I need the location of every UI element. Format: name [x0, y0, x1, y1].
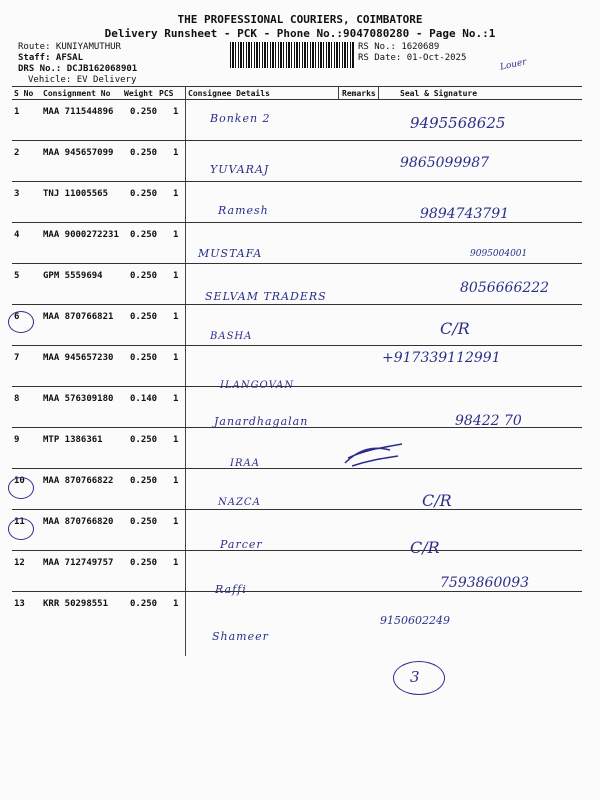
row-signature: +917339112991 — [382, 350, 501, 366]
row-consignee: NAZCA — [218, 497, 261, 508]
row-consignee: Bonken 2 — [210, 112, 271, 125]
row-consignment: MAA 576309180 — [43, 394, 114, 404]
row-pcs: 1 — [173, 148, 179, 158]
row-weight: 0.250 — [130, 148, 158, 158]
row-weight: 0.250 — [130, 353, 158, 363]
route-label: Route: KUNIYAMUTHUR — [18, 42, 121, 52]
row-consignment: MAA 945657230 — [43, 353, 114, 363]
row-weight: 0.250 — [130, 599, 158, 609]
rs-date: RS Date: 01-Oct-2025 — [358, 53, 467, 63]
table-row — [0, 100, 600, 140]
column-divider — [378, 86, 379, 100]
row-consignee: Ramesh — [218, 204, 269, 217]
row-sno: 3 — [14, 189, 20, 199]
row-consignee: BASHA — [210, 331, 253, 342]
row-weight: 0.250 — [130, 517, 158, 527]
table-row — [0, 510, 600, 557]
col-header-signature: Seal & Signature — [400, 89, 478, 98]
row-consignment: GPM 5559694 — [43, 271, 103, 281]
row-sno: 8 — [14, 394, 20, 404]
row-signature: 8056666222 — [460, 280, 550, 296]
row-consignment: MAA 870766820 — [43, 517, 114, 527]
table-row — [0, 469, 600, 509]
row-sno: 7 — [14, 353, 20, 363]
row-pcs: 1 — [173, 599, 179, 609]
row-sno: 5 — [14, 271, 20, 281]
row-pcs: 1 — [173, 189, 179, 199]
table-row — [0, 264, 600, 304]
runsheet-subtitle: Delivery Runsheet - PCK - Phone No.:9047080280 - Page No.:1 — [104, 27, 496, 40]
table-row — [0, 141, 600, 181]
table-row — [0, 387, 600, 427]
row-sno: 10 — [14, 476, 25, 486]
row-consignment: MTP 1386361 — [43, 435, 103, 445]
row-signature: C/R — [440, 319, 470, 338]
row-pcs: 1 — [173, 517, 179, 527]
circle-mark — [8, 311, 34, 333]
row-consignment: MAA 870766822 — [43, 476, 114, 486]
circle-mark — [8, 477, 34, 499]
row-signature: 9894743791 — [420, 206, 510, 222]
rs-number: RS No.: 1620689 — [358, 42, 440, 52]
col-header-pcs: PCS — [159, 89, 174, 98]
row-weight: 0.250 — [130, 230, 158, 240]
row-sno: 2 — [14, 148, 20, 158]
row-weight: 0.250 — [130, 189, 158, 199]
col-header-sno: S No — [14, 89, 34, 98]
row-weight: 0.250 — [130, 312, 158, 322]
staff-label: Staff: AFSAL — [18, 53, 84, 63]
row-consignment: KRR 50298551 — [43, 599, 109, 609]
header-top-rule — [12, 86, 582, 87]
row-pcs: 1 — [173, 107, 179, 117]
row-consignment: MAA 945657099 — [43, 148, 114, 158]
row-weight: 0.140 — [130, 394, 158, 404]
circled-count: 3 — [410, 668, 420, 686]
circle-mark — [8, 518, 34, 540]
table-row — [0, 346, 600, 391]
row-signature: 98422 70 — [455, 413, 522, 429]
row-consignee: SELVAM TRADERS — [205, 290, 327, 303]
row-signature: C/R — [422, 491, 452, 510]
signature-scribble — [340, 438, 410, 468]
row-consignee: Raffi — [215, 583, 247, 596]
row-consignment: MAA 870766821 — [43, 312, 114, 322]
row-sno: 13 — [14, 599, 25, 609]
row-signature: C/R — [410, 538, 440, 557]
row-sno: 9 — [14, 435, 20, 445]
row-weight: 0.250 — [130, 435, 158, 445]
row-pcs: 1 — [173, 230, 179, 240]
row-consignment: TNJ 11005565 — [43, 189, 109, 199]
row-sno: 11 — [14, 517, 25, 527]
row-pcs: 1 — [173, 353, 179, 363]
table-row — [0, 223, 600, 263]
row-weight: 0.250 — [130, 476, 158, 486]
row-signature: 9095004001 — [470, 249, 528, 259]
row-consignee: YUVARAJ — [210, 163, 270, 176]
col-header-remarks: Remarks — [342, 89, 376, 98]
row-pcs: 1 — [173, 271, 179, 281]
row-consignee: IRAA — [230, 458, 260, 469]
row-consignee: Parcer — [220, 538, 263, 551]
row-consignment: MAA 712749757 — [43, 558, 114, 568]
row-signature: 9865099987 — [400, 155, 490, 171]
row-consignee: Janardhagalan — [214, 415, 309, 428]
row-weight: 0.250 — [130, 271, 158, 281]
row-sno: 4 — [14, 230, 20, 240]
row-signature: 9495568625 — [410, 114, 506, 132]
row-pcs: 1 — [173, 394, 179, 404]
handwritten-note: Louer — [499, 57, 528, 73]
column-divider — [338, 86, 339, 100]
row-pcs: 1 — [173, 312, 179, 322]
row-pcs: 1 — [173, 558, 179, 568]
row-signature: 9150602249 — [380, 614, 450, 627]
table-row — [0, 428, 600, 468]
col-header-consignment: Consignment No — [43, 89, 111, 98]
row-sno: 12 — [14, 558, 25, 568]
row-consignment: MAA 9000272231 — [43, 230, 119, 240]
company-title: THE PROFESSIONAL COURIERS, COIMBATORE — [177, 13, 423, 26]
barcode — [230, 42, 354, 68]
row-pcs: 1 — [173, 476, 179, 486]
row-consignee: ILANGOVAN — [220, 380, 295, 391]
vehicle-label: Vehicle: EV Delivery — [28, 75, 137, 85]
row-pcs: 1 — [173, 435, 179, 445]
row-sno: 6 — [14, 312, 20, 322]
row-sno: 1 — [14, 107, 20, 117]
table-row — [0, 592, 600, 643]
row-consignment: MAA 711544896 — [43, 107, 114, 117]
table-row — [0, 182, 600, 222]
drs-number: DRS No.: DCJB162068901 — [18, 64, 138, 74]
table-row — [0, 305, 600, 345]
row-consignee: MUSTAFA — [198, 247, 263, 260]
row-weight: 0.250 — [130, 558, 158, 568]
col-header-consignee: Consignee Details — [188, 89, 270, 98]
row-weight: 0.250 — [130, 107, 158, 117]
table-row — [0, 551, 600, 596]
row-consignee: Shameer — [212, 630, 269, 643]
col-header-weight: Weight — [124, 89, 153, 98]
row-signature: 7593860093 — [440, 575, 530, 591]
